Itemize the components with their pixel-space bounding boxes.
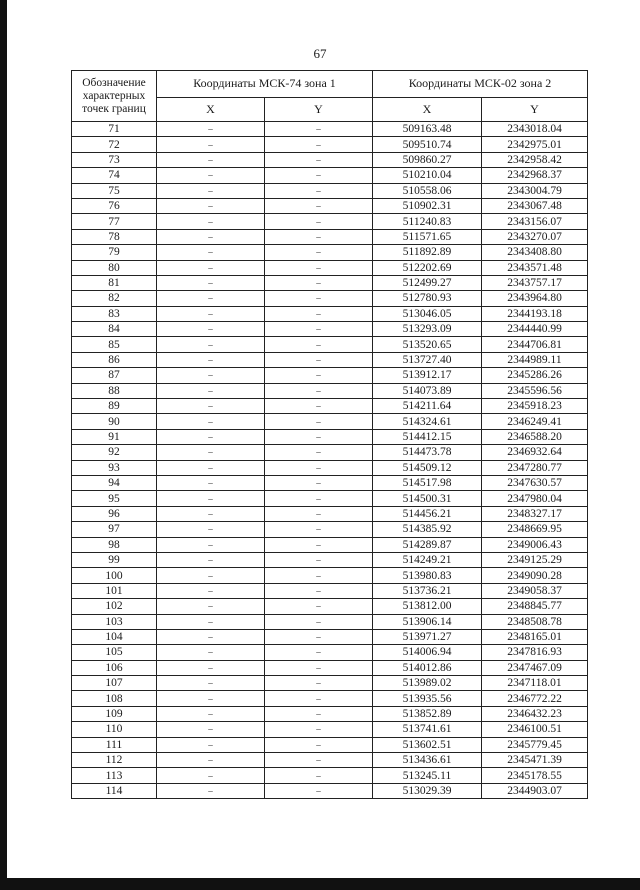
table-row	[72, 660, 588, 675]
msk02-y-cell: 2348165.01	[482, 629, 588, 644]
msk02-x-cell: 510210.04	[373, 168, 482, 183]
msk02-x-cell: 509510.74	[373, 137, 482, 152]
msk02-x-cell: 514006.94	[373, 645, 482, 660]
point-number-cell: 107	[72, 676, 157, 691]
msk74-x-cell: –	[157, 322, 265, 337]
msk74-y-cell: –	[265, 229, 373, 244]
msk02-y-cell: 2343018.04	[482, 122, 588, 137]
msk02-x-cell: 514324.61	[373, 414, 482, 429]
msk74-x-cell: –	[157, 414, 265, 429]
msk02-y-cell: 2346588.20	[482, 429, 588, 444]
msk02-y-cell: 2349006.43	[482, 537, 588, 552]
point-number-cell: 114	[72, 783, 157, 798]
msk74-x-cell: –	[157, 660, 265, 675]
msk02-x-cell: 514073.89	[373, 383, 482, 398]
table-row	[72, 475, 588, 490]
msk74-x-cell: –	[157, 137, 265, 152]
msk02-y-cell: 2343408.80	[482, 245, 588, 260]
table-row	[72, 568, 588, 583]
point-number-cell: 72	[72, 137, 157, 152]
table-row	[72, 445, 588, 460]
msk74-y-cell: –	[265, 198, 373, 213]
msk74-x-cell: –	[157, 491, 265, 506]
msk74-y-cell: –	[265, 599, 373, 614]
msk74-y-cell: –	[265, 645, 373, 660]
point-number-cell: 71	[72, 122, 157, 137]
msk74-y-cell: –	[265, 291, 373, 306]
point-number-cell: 75	[72, 183, 157, 198]
table-row	[72, 337, 588, 352]
coordinates-table	[71, 70, 588, 799]
msk02-y-cell: 2348669.95	[482, 522, 588, 537]
msk02-x-cell: 513727.40	[373, 352, 482, 367]
msk02-y-cell: 2344706.81	[482, 337, 588, 352]
point-number-cell: 92	[72, 445, 157, 460]
msk74-x-cell: –	[157, 399, 265, 414]
msk02-x-cell: 513812.00	[373, 599, 482, 614]
msk02-y-cell: 2348845.77	[482, 599, 588, 614]
table-row	[72, 768, 588, 783]
msk02-y-cell: 2348327.17	[482, 506, 588, 521]
msk74-y-cell: –	[265, 429, 373, 444]
msk02-x-cell: 514517.98	[373, 475, 482, 490]
msk02-y-cell: 2344193.18	[482, 306, 588, 321]
msk74-x-cell: –	[157, 737, 265, 752]
msk02-y-cell: 2343270.07	[482, 229, 588, 244]
msk02-x-cell: 509860.27	[373, 152, 482, 167]
msk74-y-cell: –	[265, 245, 373, 260]
msk74-y-cell: –	[265, 676, 373, 691]
msk74-y-cell: –	[265, 737, 373, 752]
point-number-cell: 81	[72, 275, 157, 290]
scan-border-bottom	[0, 878, 640, 890]
msk02-y-cell: 2349058.37	[482, 583, 588, 598]
point-number-cell: 104	[72, 629, 157, 644]
header-msk74-y: Y	[265, 97, 373, 121]
msk74-x-cell: –	[157, 753, 265, 768]
msk02-x-cell: 513935.56	[373, 691, 482, 706]
msk74-y-cell: –	[265, 506, 373, 521]
table-row	[72, 645, 588, 660]
msk74-x-cell: –	[157, 445, 265, 460]
msk74-x-cell: –	[157, 168, 265, 183]
msk02-x-cell: 512499.27	[373, 275, 482, 290]
msk74-y-cell: –	[265, 475, 373, 490]
point-number-cell: 112	[72, 753, 157, 768]
msk02-y-cell: 2344989.11	[482, 352, 588, 367]
point-number-cell: 96	[72, 506, 157, 521]
msk74-y-cell: –	[265, 383, 373, 398]
msk74-y-cell: –	[265, 691, 373, 706]
msk02-x-cell: 513046.05	[373, 306, 482, 321]
msk74-x-cell: –	[157, 645, 265, 660]
msk02-y-cell: 2346932.64	[482, 445, 588, 460]
msk74-x-cell: –	[157, 722, 265, 737]
msk74-x-cell: –	[157, 706, 265, 721]
msk02-x-cell: 513245.11	[373, 768, 482, 783]
msk74-y-cell: –	[265, 337, 373, 352]
table-row	[72, 614, 588, 629]
msk74-x-cell: –	[157, 599, 265, 614]
point-number-cell: 98	[72, 537, 157, 552]
msk74-x-cell: –	[157, 352, 265, 367]
table-row	[72, 291, 588, 306]
msk02-y-cell: 2345178.55	[482, 768, 588, 783]
msk74-x-cell: –	[157, 768, 265, 783]
point-number-cell: 76	[72, 198, 157, 213]
msk74-y-cell: –	[265, 214, 373, 229]
msk74-y-cell: –	[265, 306, 373, 321]
point-number-cell: 110	[72, 722, 157, 737]
msk74-y-cell: –	[265, 460, 373, 475]
table-row	[72, 429, 588, 444]
table-row	[72, 399, 588, 414]
table-row	[72, 214, 588, 229]
msk02-x-cell: 511892.89	[373, 245, 482, 260]
table-row	[72, 122, 588, 137]
msk74-y-cell: –	[265, 552, 373, 567]
point-number-cell: 90	[72, 414, 157, 429]
msk02-x-cell: 513029.39	[373, 783, 482, 798]
msk02-y-cell: 2344903.07	[482, 783, 588, 798]
msk74-x-cell: –	[157, 291, 265, 306]
msk02-x-cell: 514211.64	[373, 399, 482, 414]
header-msk02-y: Y	[482, 97, 588, 121]
msk02-y-cell: 2348508.78	[482, 614, 588, 629]
table-row	[72, 722, 588, 737]
msk02-y-cell: 2347467.09	[482, 660, 588, 675]
table-row	[72, 137, 588, 152]
table-row	[72, 599, 588, 614]
msk02-x-cell: 514385.92	[373, 522, 482, 537]
point-number-cell: 86	[72, 352, 157, 367]
header-msk02: Координаты МСК-02 зона 2	[373, 71, 588, 98]
msk02-y-cell: 2345286.26	[482, 368, 588, 383]
table-row	[72, 306, 588, 321]
msk02-y-cell: 2345779.45	[482, 737, 588, 752]
msk02-x-cell: 514500.31	[373, 491, 482, 506]
table-row	[72, 629, 588, 644]
table-row	[72, 753, 588, 768]
msk02-y-cell: 2347980.04	[482, 491, 588, 506]
msk74-x-cell: –	[157, 122, 265, 137]
point-number-cell: 101	[72, 583, 157, 598]
header-point-label: Обозначение характерных точек границ	[72, 71, 157, 122]
point-number-cell: 79	[72, 245, 157, 260]
msk02-y-cell: 2345918.23	[482, 399, 588, 414]
msk74-x-cell: –	[157, 614, 265, 629]
table-row	[72, 368, 588, 383]
msk02-x-cell: 513980.83	[373, 568, 482, 583]
point-number-cell: 103	[72, 614, 157, 629]
table-row	[72, 691, 588, 706]
table-row	[72, 183, 588, 198]
msk74-x-cell: –	[157, 275, 265, 290]
msk74-x-cell: –	[157, 522, 265, 537]
point-number-cell: 113	[72, 768, 157, 783]
msk02-x-cell: 514456.21	[373, 506, 482, 521]
header-msk02-x: X	[373, 97, 482, 121]
msk02-y-cell: 2349090.28	[482, 568, 588, 583]
msk74-y-cell: –	[265, 583, 373, 598]
point-number-cell: 83	[72, 306, 157, 321]
msk74-y-cell: –	[265, 137, 373, 152]
table-row	[72, 245, 588, 260]
msk74-x-cell: –	[157, 383, 265, 398]
table-row	[72, 583, 588, 598]
msk02-x-cell: 513293.09	[373, 322, 482, 337]
msk74-y-cell: –	[265, 537, 373, 552]
msk02-x-cell: 514012.86	[373, 660, 482, 675]
msk74-x-cell: –	[157, 368, 265, 383]
msk02-x-cell: 514289.87	[373, 537, 482, 552]
point-number-cell: 94	[72, 475, 157, 490]
msk74-x-cell: –	[157, 460, 265, 475]
msk74-x-cell: –	[157, 676, 265, 691]
msk02-y-cell: 2345471.39	[482, 753, 588, 768]
msk02-y-cell: 2347280.77	[482, 460, 588, 475]
msk74-x-cell: –	[157, 183, 265, 198]
msk74-x-cell: –	[157, 783, 265, 798]
table-row	[72, 552, 588, 567]
msk74-y-cell: –	[265, 368, 373, 383]
msk74-y-cell: –	[265, 183, 373, 198]
point-number-cell: 102	[72, 599, 157, 614]
msk02-y-cell: 2346249.41	[482, 414, 588, 429]
msk74-x-cell: –	[157, 537, 265, 552]
point-number-cell: 97	[72, 522, 157, 537]
msk02-y-cell: 2343571.48	[482, 260, 588, 275]
point-number-cell: 91	[72, 429, 157, 444]
msk02-x-cell: 513912.17	[373, 368, 482, 383]
msk02-x-cell: 513741.61	[373, 722, 482, 737]
table-row	[72, 352, 588, 367]
point-number-cell: 106	[72, 660, 157, 675]
point-number-cell: 93	[72, 460, 157, 475]
table-row	[72, 275, 588, 290]
msk74-y-cell: –	[265, 783, 373, 798]
msk74-y-cell: –	[265, 414, 373, 429]
point-number-cell: 87	[72, 368, 157, 383]
msk74-y-cell: –	[265, 629, 373, 644]
table-row	[72, 260, 588, 275]
msk02-x-cell: 514509.12	[373, 460, 482, 475]
msk74-y-cell: –	[265, 722, 373, 737]
msk74-y-cell: –	[265, 522, 373, 537]
msk74-x-cell: –	[157, 429, 265, 444]
msk74-y-cell: –	[265, 260, 373, 275]
msk74-y-cell: –	[265, 322, 373, 337]
point-number-cell: 89	[72, 399, 157, 414]
msk74-y-cell: –	[265, 768, 373, 783]
msk74-y-cell: –	[265, 568, 373, 583]
table-body	[72, 122, 588, 799]
msk02-y-cell: 2347630.57	[482, 475, 588, 490]
msk02-x-cell: 512780.93	[373, 291, 482, 306]
table-row	[72, 168, 588, 183]
msk74-y-cell: –	[265, 352, 373, 367]
msk02-x-cell: 514412.15	[373, 429, 482, 444]
msk74-y-cell: –	[265, 122, 373, 137]
msk02-y-cell: 2343757.17	[482, 275, 588, 290]
table-row	[72, 414, 588, 429]
msk02-x-cell: 511571.65	[373, 229, 482, 244]
point-number-cell: 105	[72, 645, 157, 660]
msk74-x-cell: –	[157, 245, 265, 260]
msk02-x-cell: 510558.06	[373, 183, 482, 198]
msk74-x-cell: –	[157, 568, 265, 583]
msk74-y-cell: –	[265, 399, 373, 414]
msk74-y-cell: –	[265, 152, 373, 167]
table-row	[72, 460, 588, 475]
msk02-x-cell: 513736.21	[373, 583, 482, 598]
msk74-y-cell: –	[265, 275, 373, 290]
table-row	[72, 383, 588, 398]
msk02-x-cell: 513852.89	[373, 706, 482, 721]
msk74-x-cell: –	[157, 475, 265, 490]
msk02-y-cell: 2347118.01	[482, 676, 588, 691]
table-row	[72, 198, 588, 213]
msk02-y-cell: 2349125.29	[482, 552, 588, 567]
point-number-cell: 84	[72, 322, 157, 337]
msk74-y-cell: –	[265, 753, 373, 768]
msk74-x-cell: –	[157, 229, 265, 244]
msk74-x-cell: –	[157, 629, 265, 644]
msk02-x-cell: 512202.69	[373, 260, 482, 275]
msk74-y-cell: –	[265, 706, 373, 721]
point-number-cell: 82	[72, 291, 157, 306]
point-number-cell: 80	[72, 260, 157, 275]
table-row	[72, 522, 588, 537]
msk74-y-cell: –	[265, 445, 373, 460]
table-row	[72, 322, 588, 337]
table-row	[72, 491, 588, 506]
msk02-y-cell: 2343156.07	[482, 214, 588, 229]
point-number-cell: 74	[72, 168, 157, 183]
msk02-y-cell: 2343004.79	[482, 183, 588, 198]
table-row	[72, 229, 588, 244]
point-number-cell: 109	[72, 706, 157, 721]
msk74-x-cell: –	[157, 552, 265, 567]
msk02-x-cell: 510902.31	[373, 198, 482, 213]
point-number-cell: 88	[72, 383, 157, 398]
table-row	[72, 152, 588, 167]
msk02-y-cell: 2347816.93	[482, 645, 588, 660]
msk02-y-cell: 2343964.80	[482, 291, 588, 306]
msk74-y-cell: –	[265, 614, 373, 629]
point-number-cell: 95	[72, 491, 157, 506]
msk74-x-cell: –	[157, 198, 265, 213]
msk74-y-cell: –	[265, 660, 373, 675]
msk02-y-cell: 2346100.51	[482, 722, 588, 737]
table-row	[72, 537, 588, 552]
msk02-y-cell: 2345596.56	[482, 383, 588, 398]
msk02-x-cell: 513971.27	[373, 629, 482, 644]
msk02-x-cell: 514249.21	[373, 552, 482, 567]
msk74-x-cell: –	[157, 306, 265, 321]
msk02-x-cell: 513602.51	[373, 737, 482, 752]
point-number-cell: 85	[72, 337, 157, 352]
point-number-cell: 77	[72, 214, 157, 229]
point-number-cell: 78	[72, 229, 157, 244]
table-row	[72, 737, 588, 752]
msk74-x-cell: –	[157, 214, 265, 229]
msk02-y-cell: 2346772.22	[482, 691, 588, 706]
msk74-x-cell: –	[157, 260, 265, 275]
msk74-x-cell: –	[157, 691, 265, 706]
table-row	[72, 783, 588, 798]
msk02-y-cell: 2342958.42	[482, 152, 588, 167]
msk74-x-cell: –	[157, 583, 265, 598]
msk02-x-cell: 513520.65	[373, 337, 482, 352]
msk02-y-cell: 2342968.37	[482, 168, 588, 183]
msk74-x-cell: –	[157, 152, 265, 167]
msk02-x-cell: 509163.48	[373, 122, 482, 137]
msk02-x-cell: 513989.02	[373, 676, 482, 691]
scan-border-left	[0, 0, 7, 890]
point-number-cell: 73	[72, 152, 157, 167]
point-number-cell: 108	[72, 691, 157, 706]
msk02-x-cell: 513906.14	[373, 614, 482, 629]
table-row	[72, 676, 588, 691]
point-number-cell: 99	[72, 552, 157, 567]
msk02-x-cell: 514473.78	[373, 445, 482, 460]
msk02-y-cell: 2342975.01	[482, 137, 588, 152]
msk02-x-cell: 513436.61	[373, 753, 482, 768]
msk02-y-cell: 2344440.99	[482, 322, 588, 337]
msk74-x-cell: –	[157, 506, 265, 521]
header-msk74-x: X	[157, 97, 265, 121]
msk02-x-cell: 511240.83	[373, 214, 482, 229]
msk74-y-cell: –	[265, 168, 373, 183]
msk02-y-cell: 2343067.48	[482, 198, 588, 213]
msk74-y-cell: –	[265, 491, 373, 506]
msk02-y-cell: 2346432.23	[482, 706, 588, 721]
point-number-cell: 111	[72, 737, 157, 752]
table-row	[72, 706, 588, 721]
page-number: 67	[313, 46, 327, 61]
table-row	[72, 506, 588, 521]
point-number-cell: 100	[72, 568, 157, 583]
header-msk74: Координаты МСК-74 зона 1	[157, 71, 373, 98]
msk74-x-cell: –	[157, 337, 265, 352]
